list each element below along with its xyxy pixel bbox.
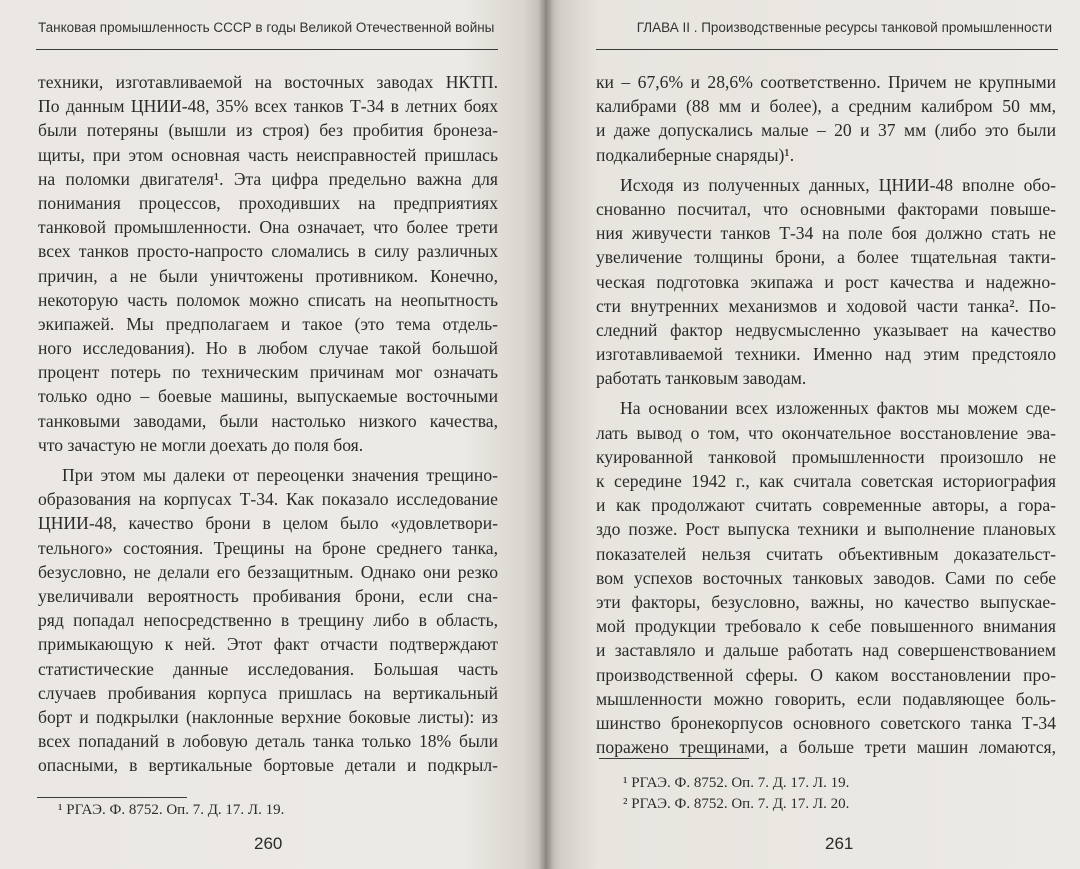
- header-rule: [36, 49, 498, 50]
- text-line: некоторую часть поломок можно списать на неопытность: [38, 289, 498, 310]
- text-line: экипажей. Мы предполагаем и такое (это тема отдель-: [38, 313, 498, 334]
- text-line: и как продолжают считать современные авторы, а гора-: [596, 495, 1056, 516]
- text-line: и заставляло и дальше работать над совершенствованием: [596, 640, 1056, 661]
- book-gutter: [538, 0, 554, 869]
- text-line: и даже допускались малые – 20 и 37 мм (либо это были: [596, 120, 1056, 141]
- text-line: калибрами (88 мм и более), а средним калибром 50 мм,: [596, 96, 1056, 117]
- text-line: следний фактор недвусмысленно указывает на качество: [596, 319, 1056, 340]
- footnote: ² РГАЭ. Ф. 8752. Оп. 7. Д. 17. Л. 20.: [623, 796, 850, 812]
- right-page: [545, 0, 1080, 869]
- text-line: что зачастую не могли доехать до поля боя.: [38, 434, 364, 455]
- text-line: танковой промышленности. Она означает, что более трети: [38, 217, 498, 238]
- text-line: образования на корпусах Т-34. Как показало исследование: [38, 489, 498, 510]
- paragraph: [596, 70, 1056, 167]
- text-line: ного исследования). Но в любом случае такой большой: [38, 338, 498, 359]
- text-line: эти факторы, безусловно, важны, но качество выпускае-: [596, 591, 1056, 612]
- body-text: [38, 70, 498, 777]
- text-line: По данным ЦНИИ-48, 35% всех танков Т-34 в летних боях: [38, 96, 498, 117]
- text-line: На основании всех изложенных фактов мы можем сде-: [620, 398, 1056, 419]
- text-line: ЦНИИ-48, качество брони в целом было «удовлетвори-: [38, 513, 498, 534]
- text-line: опасными, в вертикальные бортовые детали и подкрыл-: [38, 755, 498, 776]
- paragraph: [38, 70, 498, 457]
- footnote-rule: [37, 797, 187, 798]
- paragraph: [596, 173, 1056, 391]
- text-line: процент потерь по техническим причинам мог означать: [38, 362, 498, 383]
- text-line: только одно – боевые машины, выпускаемые восточными: [38, 386, 498, 407]
- text-line: ряд попадал непосредственно в трещину либо в область,: [38, 610, 498, 631]
- text-line: здо позже. Рост выпуска техники и выполнение плановых: [596, 519, 1056, 540]
- text-line: изготавливаемой техники. Именно над этим предстояло: [596, 344, 1056, 365]
- text-line: Исходя из полученных данных, ЦНИИ-48 вполне обо-: [620, 174, 1056, 195]
- text-line: ки – 67,6% и 28,6% соответственно. Причем не крупными: [596, 72, 1056, 92]
- text-line: куированной танковой промышленности произошло не: [596, 446, 1056, 467]
- footnote: ¹ РГАЭ. Ф. 8752. Оп. 7. Д. 17. Л. 19.: [58, 802, 285, 818]
- paragraph: [596, 396, 1056, 759]
- text-line: ния живучести танков Т-34 на поле боя должно стать не: [596, 223, 1056, 244]
- text-line: подкалиберные снаряды)¹.: [596, 144, 795, 165]
- text-line: показателей нельзя считать объективным доказательст-: [596, 543, 1056, 564]
- text-line: мой продукции требовало к себе повышенного внимания: [596, 616, 1056, 637]
- header-rule: [596, 49, 1058, 50]
- text-line: ческая подготовка экипажа и рост качества и надежно-: [596, 271, 1056, 292]
- text-line: производственной сферы. О каком восстановлении про-: [596, 664, 1056, 685]
- text-line: тельного» состояния. Трещины на броне среднего танка,: [38, 537, 498, 558]
- footnote-rule: [599, 758, 749, 759]
- running-head: Танковая промышленность СССР в годы Великой Отечественной войны: [38, 20, 495, 35]
- text-line: снованно посчитал, что основными факторами повыше-: [596, 198, 1056, 219]
- text-line: мышленности можно говорить, если подавляющее боль-: [596, 688, 1056, 709]
- text-line: понимания процессов, проходивших на предприятиях: [38, 192, 498, 213]
- text-line: вом успехов восточных танковых заводов. Сами по себе: [596, 567, 1056, 588]
- text-line: к середине 1942 г., как считала советская историография: [596, 471, 1056, 491]
- text-line: техники, изготавливаемой на восточных заводах НКТП.: [38, 72, 498, 92]
- page-number: 261: [825, 834, 854, 853]
- text-line: щиты, при этом основная часть неисправностей пришлась: [38, 144, 498, 165]
- text-line: были потеряны (вышли из строя) без пробития бронеза-: [38, 120, 498, 141]
- running-head: ГЛАВА II . Производственные ресурсы танковой промышленности: [636, 20, 1052, 35]
- body-text: [596, 70, 1056, 759]
- text-line: увеличивали вероятность пробивания брони, если сна-: [38, 585, 498, 606]
- text-line: статистические данные исследования. Большая часть: [38, 658, 498, 679]
- page-number: 260: [254, 834, 283, 853]
- footnote: ¹ РГАЭ. Ф. 8752. Оп. 7. Д. 17. Л. 19.: [623, 775, 850, 791]
- paragraph: [38, 463, 498, 777]
- text-line: сти внутренних механизмов и ходовой части танка². По-: [596, 295, 1056, 316]
- text-line: причин, а не были уничтожены противником. Конечно,: [38, 265, 498, 286]
- text-line: борт и подкрылки (наклонные верхние боковые листы): из: [38, 706, 498, 727]
- text-line: поражено трещинами, а больше трети машин ломаются,: [596, 737, 1056, 758]
- text-line: всех танков просто-напросто сломались в силу различных: [38, 241, 498, 262]
- text-line: увеличение толщины брони, а более тщательная такти-: [596, 247, 1056, 268]
- text-line: шинство бронекорпусов основного советского танка Т-34: [596, 712, 1056, 733]
- text-line: примыкающую к ней. Этот факт отчасти подтверждают: [38, 634, 498, 655]
- text-line: При этом мы далеки от переоценки значения трещино-: [62, 465, 498, 485]
- text-line: лать вывод о том, что окончательное восстановление эва-: [596, 422, 1056, 443]
- text-line: безусловно, не делали его беззащитным. Однако они резко: [38, 561, 498, 582]
- text-line: на поломки двигателя¹. Эта цифра предельно важна для: [38, 168, 498, 189]
- text-line: случаев пробивания корпуса пришлась на вертикальный: [38, 682, 498, 703]
- text-line: танковыми заводами, были настолько низкого качества,: [38, 410, 498, 431]
- text-line: всех попаданий в лобовую деталь танка только 18% были: [38, 731, 498, 752]
- text-line: работать танковым заводам.: [596, 368, 807, 389]
